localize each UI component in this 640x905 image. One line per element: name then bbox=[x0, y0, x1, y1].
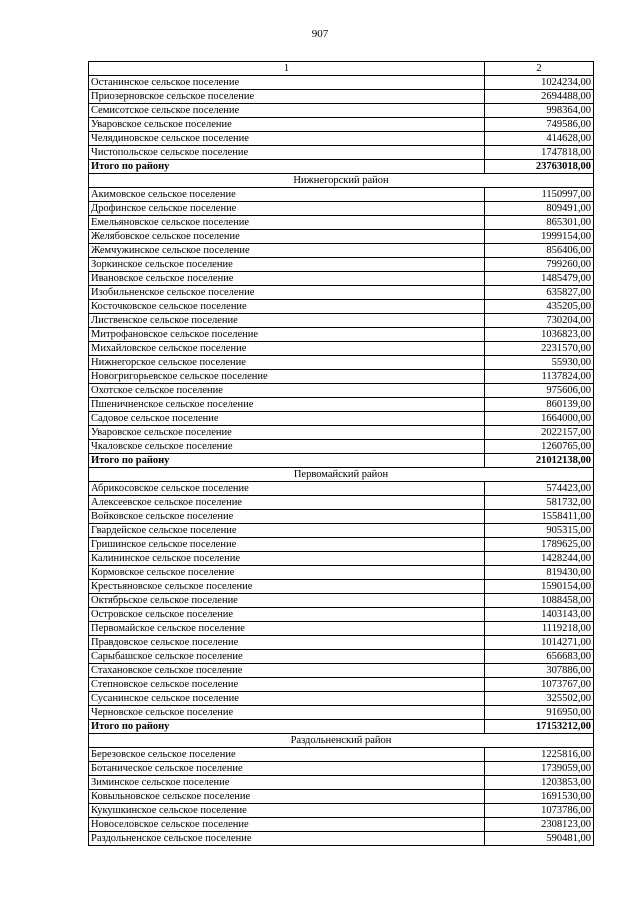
table-row bbox=[89, 790, 594, 804]
amount: 1590154,00 bbox=[485, 580, 594, 594]
amount: 1203853,00 bbox=[485, 776, 594, 790]
amount: 1024234,00 bbox=[485, 76, 594, 90]
table-row bbox=[89, 202, 594, 216]
amount: 2694488,00 bbox=[485, 90, 594, 104]
table-body bbox=[89, 76, 594, 846]
settlement-name: Черновское сельское поселение bbox=[89, 706, 485, 720]
settlement-name: Чистопольское сельское поселение bbox=[89, 146, 485, 160]
table-row bbox=[89, 356, 594, 370]
table-row bbox=[89, 832, 594, 846]
settlement-name: Нижнегорское сельское поселение bbox=[89, 356, 485, 370]
settlement-name: Лиственское сельское поселение bbox=[89, 314, 485, 328]
table-row bbox=[89, 776, 594, 790]
settlement-name: Ботаническое сельское поселение bbox=[89, 762, 485, 776]
table-row bbox=[89, 286, 594, 300]
amount: 1137824,00 bbox=[485, 370, 594, 384]
amount: 799260,00 bbox=[485, 258, 594, 272]
table-row bbox=[89, 580, 594, 594]
settlement-name: Приозерновское сельское поселение bbox=[89, 90, 485, 104]
settlement-name: Акимовское сельское поселение bbox=[89, 188, 485, 202]
total-label: Итого по району bbox=[89, 720, 485, 734]
settlement-name: Михайловское сельское поселение bbox=[89, 342, 485, 356]
district-header-row bbox=[89, 734, 594, 748]
amount: 1691530,00 bbox=[485, 790, 594, 804]
settlement-name: Правдовское сельское поселение bbox=[89, 636, 485, 650]
settlement-name: Пшеничненское сельское поселение bbox=[89, 398, 485, 412]
amount: 1088458,00 bbox=[485, 594, 594, 608]
table-row bbox=[89, 90, 594, 104]
settlement-name: Крестьяновское сельское поселение bbox=[89, 580, 485, 594]
district-total-row bbox=[89, 454, 594, 468]
amount: 1485479,00 bbox=[485, 272, 594, 286]
settlement-name: Алексеевское сельское поселение bbox=[89, 496, 485, 510]
table-row bbox=[89, 566, 594, 580]
district-header-row bbox=[89, 468, 594, 482]
amount: 1036823,00 bbox=[485, 328, 594, 342]
amount: 1789625,00 bbox=[485, 538, 594, 552]
table-row bbox=[89, 482, 594, 496]
table-row bbox=[89, 118, 594, 132]
table-row bbox=[89, 440, 594, 454]
table-row bbox=[89, 510, 594, 524]
page-number: 907 bbox=[311, 28, 329, 40]
table-row bbox=[89, 300, 594, 314]
amount: 1073767,00 bbox=[485, 678, 594, 692]
amount: 865301,00 bbox=[485, 216, 594, 230]
total-amount: 17153212,00 bbox=[485, 720, 594, 734]
settlement-name: Дрофинское сельское поселение bbox=[89, 202, 485, 216]
table-row bbox=[89, 342, 594, 356]
total-amount: 23763018,00 bbox=[485, 160, 594, 174]
amount: 1747818,00 bbox=[485, 146, 594, 160]
amount: 590481,00 bbox=[485, 832, 594, 846]
table-row bbox=[89, 748, 594, 762]
settlement-name: Емельяновское сельское поселение bbox=[89, 216, 485, 230]
amount: 749586,00 bbox=[485, 118, 594, 132]
settlement-name: Березовское сельское поселение bbox=[89, 748, 485, 762]
table-row bbox=[89, 636, 594, 650]
table-row bbox=[89, 650, 594, 664]
amount: 1119218,00 bbox=[485, 622, 594, 636]
amount: 581732,00 bbox=[485, 496, 594, 510]
settlement-name: Изобильненское сельское поселение bbox=[89, 286, 485, 300]
table-row bbox=[89, 370, 594, 384]
amount: 1664000,00 bbox=[485, 412, 594, 426]
amount: 856406,00 bbox=[485, 244, 594, 258]
settlement-name: Ивановское сельское поселение bbox=[89, 272, 485, 286]
amount: 975606,00 bbox=[485, 384, 594, 398]
district-header-row bbox=[89, 174, 594, 188]
table-row bbox=[89, 76, 594, 90]
settlement-name: Войковское сельское поселение bbox=[89, 510, 485, 524]
table-row bbox=[89, 818, 594, 832]
amount: 325502,00 bbox=[485, 692, 594, 706]
table-row bbox=[89, 678, 594, 692]
table-row bbox=[89, 706, 594, 720]
amount: 905315,00 bbox=[485, 524, 594, 538]
table-row bbox=[89, 216, 594, 230]
settlement-name: Новоселовское сельское поселение bbox=[89, 818, 485, 832]
amount: 1260765,00 bbox=[485, 440, 594, 454]
settlement-name: Охотское сельское поселение bbox=[89, 384, 485, 398]
settlement-name: Семисотское сельское поселение bbox=[89, 104, 485, 118]
amount: 656683,00 bbox=[485, 650, 594, 664]
table-row bbox=[89, 692, 594, 706]
amount: 819430,00 bbox=[485, 566, 594, 580]
amount: 809491,00 bbox=[485, 202, 594, 216]
table-row bbox=[89, 762, 594, 776]
settlement-name: Стахановское сельское поселение bbox=[89, 664, 485, 678]
table-row bbox=[89, 328, 594, 342]
table-row bbox=[89, 314, 594, 328]
amount: 1073786,00 bbox=[485, 804, 594, 818]
settlement-name: Степновское сельское поселение bbox=[89, 678, 485, 692]
amount: 1150997,00 bbox=[485, 188, 594, 202]
settlement-name: Гвардейское сельское поселение bbox=[89, 524, 485, 538]
amount: 1428244,00 bbox=[485, 552, 594, 566]
table-row bbox=[89, 230, 594, 244]
table-row bbox=[89, 398, 594, 412]
column-header-2: 2 bbox=[485, 62, 594, 76]
table-row bbox=[89, 594, 594, 608]
amount: 2231570,00 bbox=[485, 342, 594, 356]
table-row bbox=[89, 608, 594, 622]
table-row bbox=[89, 132, 594, 146]
settlement-name: Садовое сельское поселение bbox=[89, 412, 485, 426]
district-name: Первомайский район bbox=[89, 468, 594, 482]
settlement-name: Калининское сельское поселение bbox=[89, 552, 485, 566]
settlement-name: Челядиновское сельское поселение bbox=[89, 132, 485, 146]
amount: 860139,00 bbox=[485, 398, 594, 412]
amount: 730204,00 bbox=[485, 314, 594, 328]
settlement-name: Косточковское сельское поселение bbox=[89, 300, 485, 314]
district-total-row bbox=[89, 720, 594, 734]
settlement-name: Уваровское сельское поселение bbox=[89, 426, 485, 440]
table-header-row bbox=[89, 62, 594, 76]
settlement-name: Сарыбашское сельское поселение bbox=[89, 650, 485, 664]
table-row bbox=[89, 426, 594, 440]
table-row bbox=[89, 146, 594, 160]
settlement-name: Митрофановское сельское поселение bbox=[89, 328, 485, 342]
amount: 1999154,00 bbox=[485, 230, 594, 244]
settlement-name: Первомайское сельское поселение bbox=[89, 622, 485, 636]
amount: 574423,00 bbox=[485, 482, 594, 496]
table-row bbox=[89, 538, 594, 552]
settlement-name: Кормовское сельское поселение bbox=[89, 566, 485, 580]
amount: 307886,00 bbox=[485, 664, 594, 678]
table-row bbox=[89, 104, 594, 118]
table-row bbox=[89, 804, 594, 818]
amount: 1014271,00 bbox=[485, 636, 594, 650]
settlement-name: Абрикосовское сельское поселение bbox=[89, 482, 485, 496]
table-row bbox=[89, 188, 594, 202]
settlement-name: Останинское сельское поселение bbox=[89, 76, 485, 90]
amount: 1739059,00 bbox=[485, 762, 594, 776]
settlement-name: Зоркинское сельское поселение bbox=[89, 258, 485, 272]
settlement-name: Октябрьское сельское поселение bbox=[89, 594, 485, 608]
amount: 2308123,00 bbox=[485, 818, 594, 832]
settlement-name: Уваровское сельское поселение bbox=[89, 118, 485, 132]
amount: 1225816,00 bbox=[485, 748, 594, 762]
district-total-row bbox=[89, 160, 594, 174]
amount: 1403143,00 bbox=[485, 608, 594, 622]
column-header-1: 1 bbox=[89, 62, 485, 76]
settlement-name: Жемчужинское сельское поселение bbox=[89, 244, 485, 258]
table-row bbox=[89, 384, 594, 398]
settlement-name: Чкаловское сельское поселение bbox=[89, 440, 485, 454]
settlement-name: Раздольненское сельское поселение bbox=[89, 832, 485, 846]
amount: 635827,00 bbox=[485, 286, 594, 300]
table-row bbox=[89, 622, 594, 636]
amount: 998364,00 bbox=[485, 104, 594, 118]
total-label: Итого по району bbox=[89, 160, 485, 174]
district-name: Раздольненский район bbox=[89, 734, 594, 748]
settlement-name: Зиминское сельское поселение bbox=[89, 776, 485, 790]
table-row bbox=[89, 258, 594, 272]
amount: 1558411,00 bbox=[485, 510, 594, 524]
settlement-name: Новогригорьевское сельское поселение bbox=[89, 370, 485, 384]
table-row bbox=[89, 524, 594, 538]
amount: 55930,00 bbox=[485, 356, 594, 370]
amount: 916950,00 bbox=[485, 706, 594, 720]
settlement-name: Островское сельское поселение bbox=[89, 608, 485, 622]
settlement-name: Ковыльновское сельское поселение bbox=[89, 790, 485, 804]
settlement-name: Гришинское сельское поселение bbox=[89, 538, 485, 552]
amount: 414628,00 bbox=[485, 132, 594, 146]
table-row bbox=[89, 496, 594, 510]
total-amount: 21012138,00 bbox=[485, 454, 594, 468]
settlement-name: Сусанинское сельское поселение bbox=[89, 692, 485, 706]
district-name: Нижнегорский район bbox=[89, 174, 594, 188]
table-row bbox=[89, 552, 594, 566]
amount: 435205,00 bbox=[485, 300, 594, 314]
settlement-name: Кукушкинское сельское поселение bbox=[89, 804, 485, 818]
settlement-name: Желябовское сельское поселение bbox=[89, 230, 485, 244]
table-row bbox=[89, 664, 594, 678]
table-row bbox=[89, 244, 594, 258]
budget-table bbox=[88, 61, 594, 846]
amount: 2022157,00 bbox=[485, 426, 594, 440]
table-row bbox=[89, 272, 594, 286]
total-label: Итого по району bbox=[89, 454, 485, 468]
table-row bbox=[89, 412, 594, 426]
